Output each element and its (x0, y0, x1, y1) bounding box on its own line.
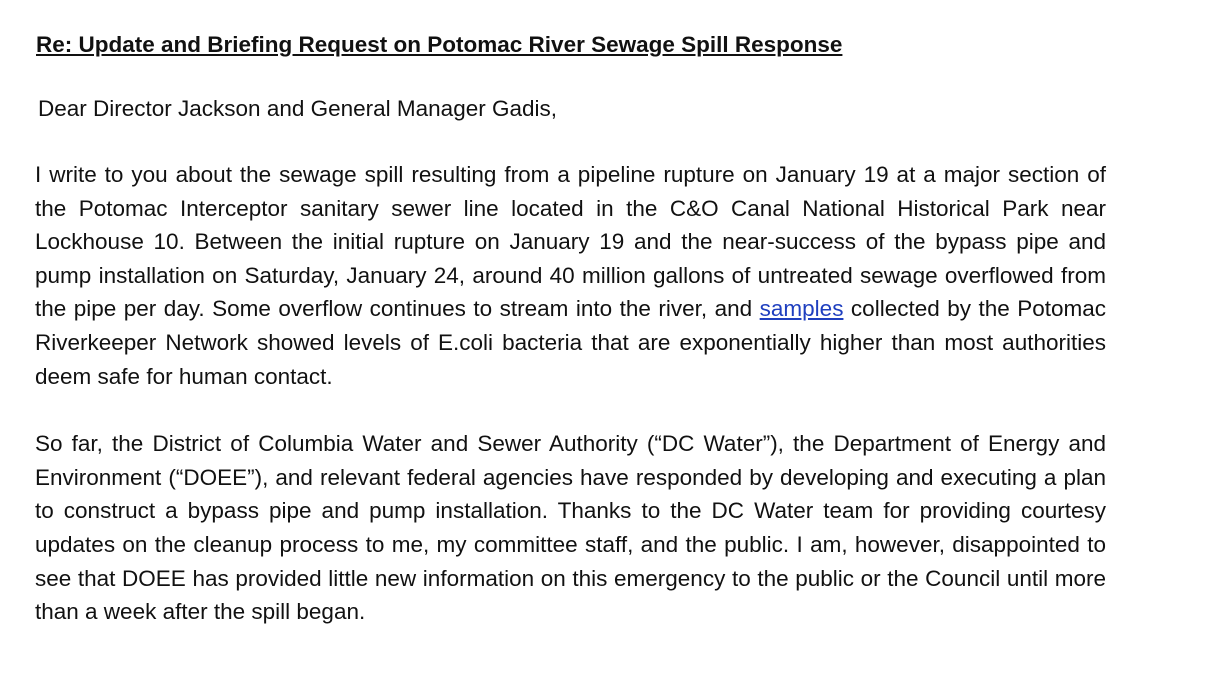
salutation: Dear Director Jackson and General Manager Gadis, (38, 96, 557, 121)
paragraph-1-text-before-link: I write to you about the sewage spill resulting from a pipeline rupture on January 19 at a major section of the Potomac Interceptor sanitary sewer line located in the C&O Canal National Historical Park near Lockhouse 10. Between the initial rupture on January 19 and the near-success of the bypass pipe and pump installation on Saturday, January 24, around 40 million gallons of untreated sewage overflowed from the pipe per day. Some overflow continues to stream into the river, and (35, 162, 1106, 322)
samples-link[interactable]: samples (759, 296, 844, 322)
paragraph-1 (35, 158, 1106, 393)
paragraph-2: So far, the District of Columbia Water and Sewer Authority (“DC Water”), the Department of Energy and Environment (“DOEE”), and relevant federal agencies have responded by developing and executing a plan to construct a bypass pipe and pump installation. Thanks to the DC Water team for providing courtesy updates on the cleanup process to me, my committee staff, and the public. I am, however, disappointed to see that DOEE has provided little new information on this emergency to the public or the Council until more than a week after the spill began. (35, 431, 1106, 625)
subject-line: Re: Update and Briefing Request on Potomac River Sewage Spill Response (36, 32, 843, 57)
paragraph-1-text-after-link: collected by the Potomac Riverkeeper Network showed levels of E.coli bacteria that are exponentially higher than most authorities deem safe for human contact. (35, 296, 1106, 389)
